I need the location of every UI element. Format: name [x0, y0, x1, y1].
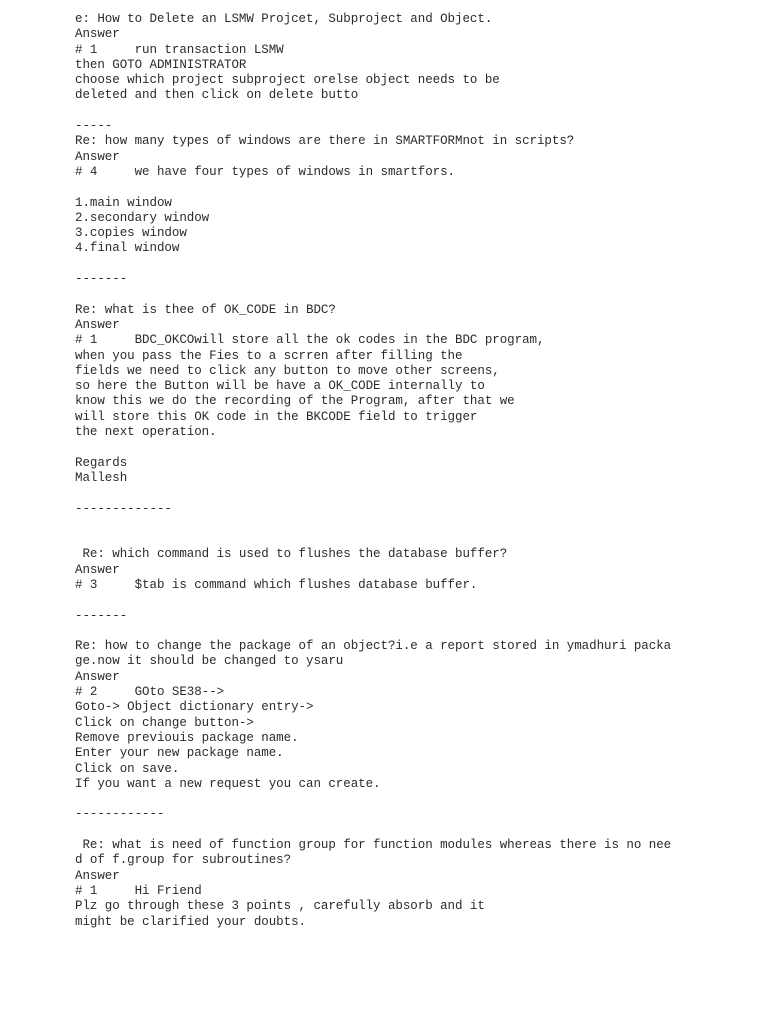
- document-line: Click on change button->: [75, 715, 254, 730]
- document-line: Re: what is need of function group for function modules whereas there is no nee: [75, 838, 672, 853]
- document-line: [75, 823, 755, 838]
- document-line: then GOTO ADMINISTRATOR: [75, 57, 247, 72]
- document-line: deleted and then click on delete butto: [75, 88, 359, 103]
- document-line: ge.now it should be changed to ysaru: [75, 654, 344, 669]
- document-text: [75, 12, 755, 930]
- document-line: choose which project subproject orelse object needs to be: [75, 73, 500, 88]
- document-line: the next operation.: [75, 425, 217, 440]
- document-line: # 2 GOto SE38-->: [75, 685, 225, 700]
- document-line: 2.secondary window: [75, 210, 210, 225]
- document-line: Answer: [75, 317, 120, 332]
- document-line: Answer: [75, 149, 120, 164]
- document-line: [75, 104, 755, 119]
- document-line: d of f.group for subroutines?: [75, 853, 292, 868]
- document-line: 3.copies window: [75, 226, 187, 241]
- document-line: know this we do the recording of the Program, after that we: [75, 394, 515, 409]
- document-line: # 1 run transaction LSMW: [75, 42, 284, 57]
- document-line: Answer: [75, 669, 120, 684]
- document-line: Click on save.: [75, 761, 180, 776]
- document-line: might be clarified your doubts.: [75, 914, 306, 929]
- document-line: Re: how to change the package of an object?i.e a report stored in ymadhuri packa: [75, 639, 672, 654]
- document-line: Goto-> Object dictionary entry->: [75, 700, 314, 715]
- document-line: [75, 624, 755, 639]
- document-line: # 1 Hi Friend: [75, 883, 202, 898]
- document-line: will store this OK code in the BKCODE field to trigger: [75, 409, 478, 424]
- document-line: [75, 517, 755, 532]
- document-line: # 1 BDC_OKCOwill store all the ok codes in the BDC program,: [75, 333, 545, 348]
- document-line: [75, 593, 755, 608]
- document-line: e: How to Delete an LSMW Projcet, Subproject and Object.: [75, 12, 493, 26]
- document-line: ------------: [75, 807, 165, 822]
- document-line: [75, 180, 755, 195]
- document-line: -------------: [75, 501, 172, 516]
- document-line: -------: [75, 272, 128, 287]
- document-line: [75, 532, 755, 547]
- document-line: # 4 we have four types of windows in smartfors.: [75, 164, 456, 179]
- document-line: Plz go through these 3 points , carefully absorb and it: [75, 899, 485, 914]
- document-line: so here the Button will be have a OK_CODE internally to: [75, 379, 485, 394]
- document-line: Answer: [75, 562, 120, 577]
- document-line: [75, 486, 755, 501]
- document-line: Re: what is thee of OK_CODE in BDC?: [75, 302, 336, 317]
- document-line: Regards: [75, 455, 128, 470]
- document-line: -------: [75, 608, 128, 623]
- document-line: [75, 287, 755, 302]
- document-line: when you pass the Fies to a scrren after filling the: [75, 348, 463, 363]
- document-line: # 3 $tab is command which flushes database buffer.: [75, 577, 478, 592]
- document-line: -----: [75, 119, 113, 134]
- document-line: Re: how many types of windows are there in SMARTFORMnot in scripts?: [75, 134, 575, 149]
- document-line: [75, 792, 755, 807]
- document-line: Answer: [75, 27, 120, 42]
- document-line: [75, 440, 755, 455]
- document-line: 1.main window: [75, 195, 172, 210]
- document-line: Mallesh: [75, 470, 128, 485]
- document-line: If you want a new request you can create.: [75, 776, 381, 791]
- document-line: Enter your new package name.: [75, 746, 284, 761]
- document-line: 4.final window: [75, 241, 180, 256]
- document-line: [75, 257, 755, 272]
- document-line: Remove previouis package name.: [75, 730, 299, 745]
- document-line: Re: which command is used to flushes the database buffer?: [75, 547, 508, 562]
- document-line: Answer: [75, 868, 120, 883]
- document-line: fields we need to click any button to move other screens,: [75, 363, 500, 378]
